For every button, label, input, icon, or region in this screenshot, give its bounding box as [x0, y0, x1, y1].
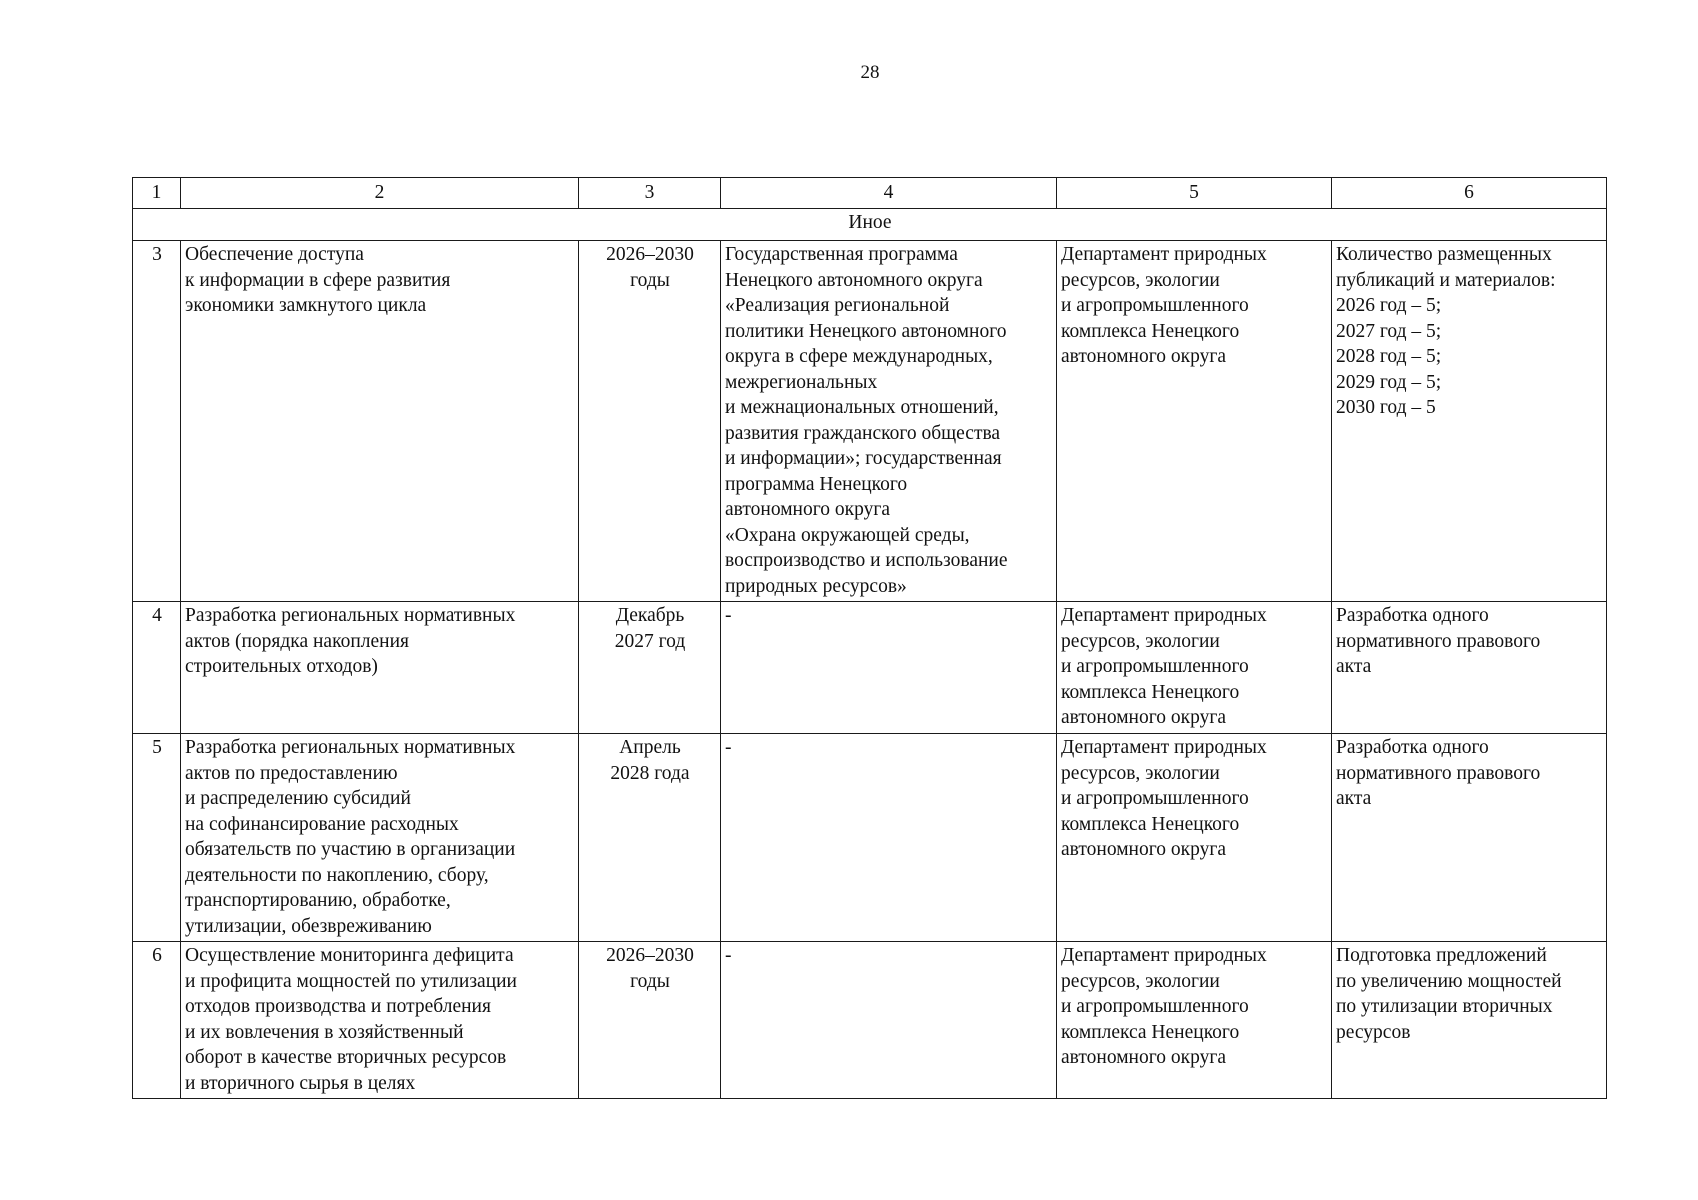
- period-cell: 2026–2030 годы: [579, 241, 721, 602]
- period-cell: Декабрь 2027 год: [579, 602, 721, 734]
- result-cell: Количество размещенных публикаций и материалов: 2026 год – 5; 2027 год – 5; 2028 год – 5; 2029 год – 5; 2030 год – 5: [1332, 241, 1607, 602]
- activity-cell: Разработка региональных нормативных актов по предоставлению и распределению субсидий на софинансирование расходных обязательств по участию в организации деятельности по накоплению, сбору, транспортированию, обработке, утилизации, обезвреживанию: [181, 734, 579, 942]
- activity-cell: Обеспечение доступа к информации в сфере развития экономики замкнутого цикла: [181, 241, 579, 602]
- result-cell: Разработка одного нормативного правового акта: [1332, 602, 1607, 734]
- row-number: 3: [133, 241, 181, 602]
- row-number: 4: [133, 602, 181, 734]
- responsible-cell: Департамент природных ресурсов, экологии и агропромышленного комплекса Ненецкого автономного округа: [1057, 602, 1332, 734]
- table-row: [133, 942, 1607, 1099]
- table-row: [133, 241, 1607, 602]
- section-row: [133, 209, 1607, 241]
- row-number: 5: [133, 734, 181, 942]
- measures-table: [132, 177, 1607, 1099]
- column-header: 5: [1057, 178, 1332, 209]
- period-cell: 2026–2030 годы: [579, 942, 721, 1099]
- page-number: 28: [860, 62, 880, 83]
- responsible-cell: Департамент природных ресурсов, экологии и агропромышленного комплекса Ненецкого автономного округа: [1057, 241, 1332, 602]
- table-header-row: [133, 178, 1607, 209]
- period-cell: Апрель 2028 года: [579, 734, 721, 942]
- activity-cell: Осуществление мониторинга дефицита и профицита мощностей по утилизации отходов производства и потребления и их вовлечения в хозяйственный оборот в качестве вторичных ресурсов и вторичного сырья в целях: [181, 942, 579, 1099]
- responsible-cell: Департамент природных ресурсов, экологии и агропромышленного комплекса Ненецкого автономного округа: [1057, 942, 1332, 1099]
- activity-cell: Разработка региональных нормативных актов (порядка накопления строительных отходов): [181, 602, 579, 734]
- table-row: [133, 734, 1607, 942]
- responsible-cell: Департамент природных ресурсов, экологии и агропромышленного комплекса Ненецкого автономного округа: [1057, 734, 1332, 942]
- result-cell: Подготовка предложений по увеличению мощностей по утилизации вторичных ресурсов: [1332, 942, 1607, 1099]
- column-header: 6: [1332, 178, 1607, 209]
- row-number: 6: [133, 942, 181, 1099]
- column-header: 3: [579, 178, 721, 209]
- section-title: Иное: [133, 209, 1607, 241]
- column-header: 4: [721, 178, 1057, 209]
- column-header: 2: [181, 178, 579, 209]
- column-header: 1: [133, 178, 181, 209]
- result-cell: Разработка одного нормативного правового акта: [1332, 734, 1607, 942]
- program-cell: -: [721, 942, 1057, 1099]
- program-cell: -: [721, 602, 1057, 734]
- table-row: [133, 602, 1607, 734]
- program-cell: -: [721, 734, 1057, 942]
- program-cell: Государственная программа Ненецкого автономного округа «Реализация региональной политики Ненецкого автономного округа в сфере международных, межрегиональных и межнациональных отношений, развития гражданского общества и информации»; государственная программа Ненецкого автономного округа «Охрана окружающей среды, воспроизводство и использование природных ресурсов»: [721, 241, 1057, 602]
